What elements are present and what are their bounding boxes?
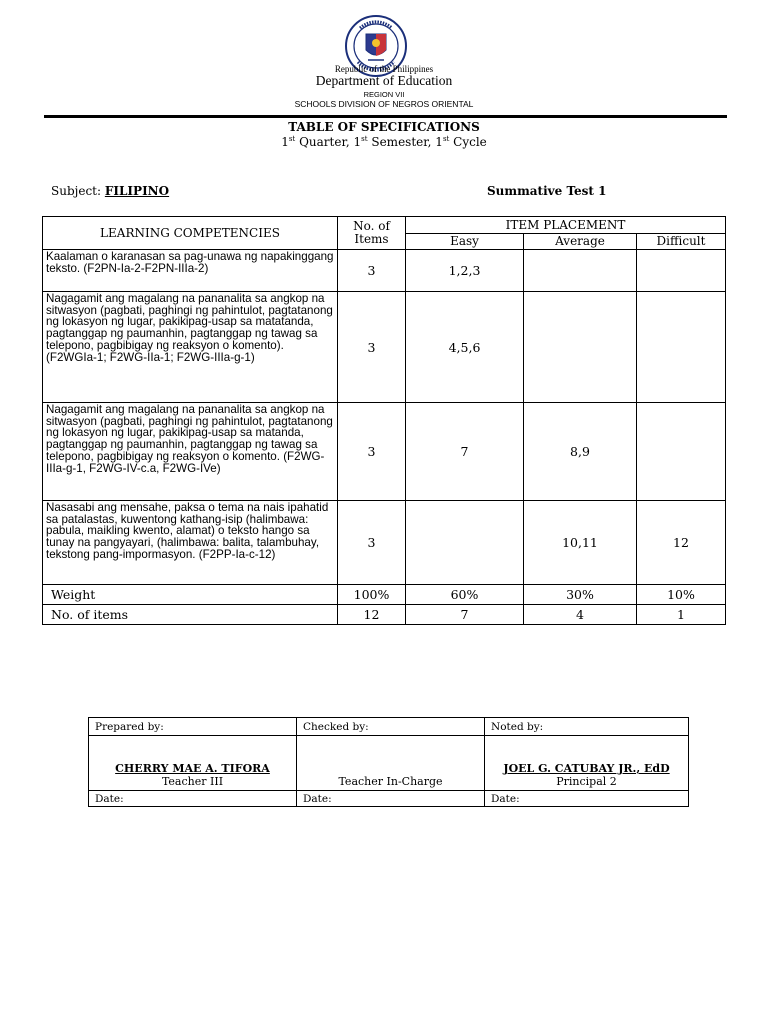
difficult-cell <box>637 292 726 403</box>
totals-label: No. of items <box>43 605 338 625</box>
document-title: TABLE OF SPECIFICATIONS <box>288 120 480 134</box>
prepared-date: Date: <box>89 791 297 807</box>
header-items: No. of Items <box>338 217 406 250</box>
checked-by-label: Checked by: <box>297 718 485 736</box>
average-cell <box>524 250 637 292</box>
totals-average: 4 <box>524 605 637 625</box>
weight-items: 100% <box>338 585 406 605</box>
easy-cell <box>406 501 524 585</box>
table-row <box>43 250 726 292</box>
difficult-cell: 12 <box>637 501 726 585</box>
competency-cell: Nasasabi ang mensahe, paksa o tema na nais ipahatid sa patalastas, kuwentong kathang-isip (halimbawa: pabula, maikling kwento, alamat) o teksto hango sa tunay na pangyayari, (halimbawa: balita, talambuhay, tekstong pang-impormasyon. (F2PP-Ia-c-12) <box>43 501 338 585</box>
average-cell <box>524 292 637 403</box>
checked-date: Date: <box>297 791 485 807</box>
noted-role: Principal 2 <box>556 775 617 788</box>
signature-table <box>88 717 689 807</box>
prepared-role: Teacher III <box>161 775 224 788</box>
difficult-cell <box>637 250 726 292</box>
header-placement: ITEM PLACEMENT <box>406 217 726 234</box>
prepared-name: CHERRY MAE A. TIFORA <box>115 762 270 775</box>
easy-cell: 1,2,3 <box>406 250 524 292</box>
republic-label: Republic of the Philippines <box>334 64 434 74</box>
totals-row <box>43 605 726 625</box>
totals-difficult: 1 <box>637 605 726 625</box>
test-name: Summative Test 1 <box>487 184 607 198</box>
noted-by-label: Noted by: <box>485 718 689 736</box>
prepared-by-label: Prepared by: <box>89 718 297 736</box>
totals-items: 12 <box>338 605 406 625</box>
weight-average: 30% <box>524 585 637 605</box>
specifications-table <box>42 216 726 625</box>
totals-easy: 7 <box>406 605 524 625</box>
noted-date: Date: <box>485 791 689 807</box>
weight-row <box>43 585 726 605</box>
header-average: Average <box>524 234 637 250</box>
items-cell: 3 <box>338 250 406 292</box>
average-cell: 8,9 <box>524 403 637 501</box>
items-cell: 3 <box>338 292 406 403</box>
items-cell: 3 <box>338 403 406 501</box>
checked-signature <box>297 736 485 791</box>
competency-cell: Nagagamit ang magalang na pananalita sa angkop na sitwasyon (pagbati, paghingi ng pahintulot, pagtatanong ng lokasyon ng lugar, pakikipag-usap sa matanda, pagtanggap ng paumanhin, pagtanggap ng tawag sa telepono, pagbibigay ng reaksyon o komento. (F2WG-IIIa-g-1, F2WG-IV-c.a, F2WG-IVe) <box>43 403 338 501</box>
header-easy: Easy <box>406 234 524 250</box>
items-cell: 3 <box>338 501 406 585</box>
header-competencies: LEARNING COMPETENCIES <box>43 217 338 250</box>
header-divider <box>44 115 727 118</box>
subject-line <box>51 184 169 198</box>
subject-value: FILIPINO <box>104 184 170 198</box>
competency-cell: Nagagamit ang magalang na pananalita sa angkop na sitwasyon (pagbati, paghingi ng pahintulot, pagtatanong ng lokasyon ng lugar, pakikipag-usap sa matatanda, pagtanggap ng paumanhin, pagtanggap ng tawag sa telepono, pagbibigay ng reaksyon o komento). (F2WGIa-1; F2WG-IIa-1; F2WG-IIIa-g-1) <box>43 292 338 403</box>
noted-signature <box>485 736 689 791</box>
easy-cell: 4,5,6 <box>406 292 524 403</box>
checked-role: Teacher In-Charge <box>338 775 443 788</box>
competency-cell: Kaalaman o karanasan sa pag-unawa ng napakinggang teksto. (F2PN-Ia-2-F2PN-IIIa-2) <box>43 250 338 292</box>
region-label: REGION VII <box>363 90 405 99</box>
average-cell: 10,11 <box>524 501 637 585</box>
header-difficult: Difficult <box>637 234 726 250</box>
department-name: Department of Education <box>315 73 453 88</box>
table-row <box>43 501 726 585</box>
table-row <box>43 403 726 501</box>
difficult-cell <box>637 403 726 501</box>
weight-difficult: 10% <box>637 585 726 605</box>
weight-label: Weight <box>43 585 338 605</box>
noted-name: JOEL G. CATUBAY JR., EdD <box>503 762 670 775</box>
subject-label: Subject: <box>51 184 105 198</box>
weight-easy: 60% <box>406 585 524 605</box>
easy-cell: 7 <box>406 403 524 501</box>
document-subtitle: 1st Quarter, 1st Semester, 1st Cycle <box>281 135 487 149</box>
division-label: SCHOOLS DIVISION OF NEGROS ORIENTAL <box>294 99 474 109</box>
table-row <box>43 292 726 403</box>
prepared-signature <box>89 736 297 791</box>
